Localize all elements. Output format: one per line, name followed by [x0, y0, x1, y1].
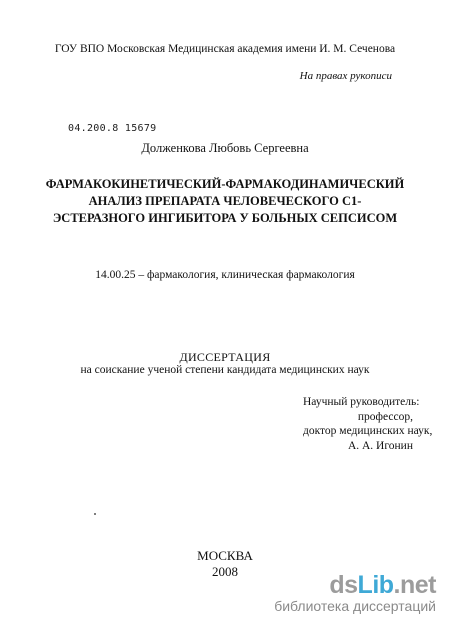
advisor-position: профессор,	[357, 410, 413, 423]
logo-part: .net	[393, 571, 436, 599]
scan-speck	[94, 513, 96, 515]
logo-part: Lib	[357, 571, 394, 599]
document-type: ДИССЕРТАЦИЯ	[179, 350, 271, 364]
author-name: Долженкова Любовь Сергеевна	[141, 141, 309, 155]
degree-statement: на соискание ученой степени кандидата медицинских наук	[80, 364, 370, 376]
rights-note: На правах рукописи	[299, 70, 392, 82]
advisor-degree: доктор медицинских наук,	[303, 425, 433, 437]
scientific-advisor	[303, 395, 433, 453]
library-stamp-number: 04.200.8 15679	[68, 123, 157, 134]
specialty-code: 14.00.25 – фармакология, клиническая фармакология	[95, 269, 355, 281]
advisor-label: Научный руководитель:	[303, 396, 420, 408]
dissertation-title	[0, 176, 450, 227]
institution-name: ГОУ ВПО Московская Медицинская академия имени И. М. Сеченова	[54, 43, 396, 55]
title-line: АНАЛИЗ ПРЕПАРАТА ЧЕЛОВЕЧЕСКОГО С1-	[88, 194, 362, 208]
advisor-name: А. А. Игонин	[347, 439, 413, 452]
title-line: ФАРМАКОКИНЕТИЧЕСКИЙ-ФАРМАКОДИНАМИЧЕСКИЙ	[45, 177, 405, 191]
year: 2008	[212, 564, 238, 579]
title-line: ЭСТЕРАЗНОГО ИНГИБИТОРА У БОЛЬНЫХ СЕПСИСОМ	[52, 211, 398, 225]
watermark-subtitle: библиотека диссертаций	[274, 598, 436, 614]
city: МОСКВА	[197, 548, 253, 563]
dslib-logo	[274, 572, 436, 598]
logo-part: ds	[329, 571, 358, 599]
dslib-watermark[interactable]	[274, 572, 436, 614]
